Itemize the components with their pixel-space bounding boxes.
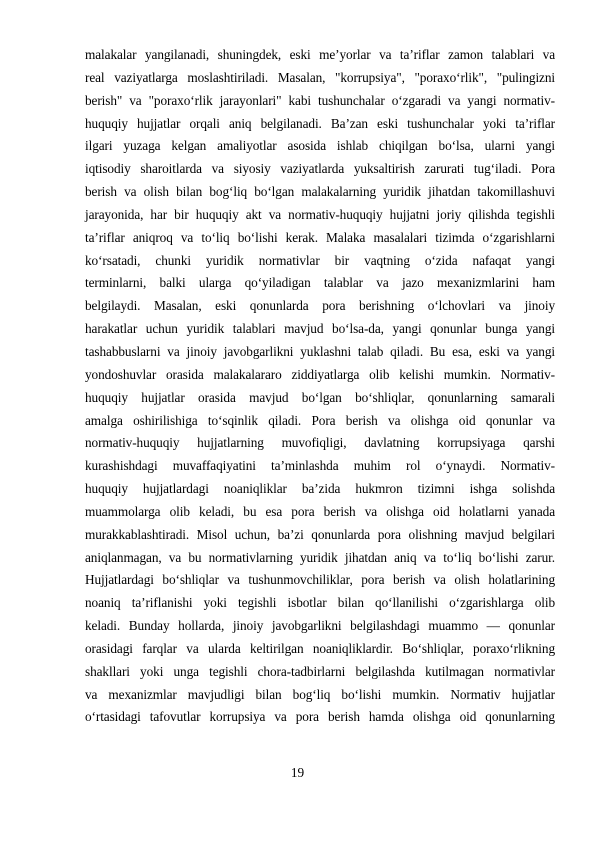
page-number: 19 — [290, 765, 305, 780]
text-line: yondoshuvlar orasida malakalararo ziddiyatlarga olib kelishi mumkin. Normativ- — [85, 366, 555, 382]
text-line: huquqiy hujjatlar orasida mavjud boʻlgan boʻshliqlar, qonunlarning samarali — [85, 389, 555, 405]
text-line: harakatlar uchun yuridik talablari mavjud boʻlsa-da, yangi qonunlar bunga yangi — [85, 321, 555, 337]
text-line: jarayonida, har bir huquqiy akt va normativ-huquqiy hujjatni joriy qilishda tegishli — [85, 206, 555, 222]
text-line: malakalar yangilanadi, shuningdek, eski meʼyorlar va taʼriflar zamon talablari va — [85, 47, 555, 62]
text-line: oʻrtasidagi tafovutlar korrupsiya va pora berish hamda olishga oid qonunlarning — [85, 709, 555, 725]
text-line: noaniq taʼriflanishi yoki tegishli isbotlar bilan qoʻllanilishi oʻzgarishlarga olib — [85, 595, 555, 611]
text-line: Hujjatlardagi boʻshliqlar va tushunmovchiliklar, pora berish va olish holatlarining — [85, 572, 555, 588]
text-line: orasidagi farqlar va ularda keltirilgan noaniqliklardir. Boʻshliqlar, poraxoʻrlikning — [85, 640, 555, 656]
text-line: va mexanizmlar mavjudligi bilan bogʻliq boʻlishi mumkin. Normativ hujjatlar — [85, 686, 555, 702]
text-line: taʼriflar aniqroq va toʻliq boʻlishi kerak. Malaka masalalari tizimda oʻzgarishlarni — [85, 229, 555, 245]
text-line: muammolarga olib keladi, bu esa pora berish va olishga oid holatlarni yanada — [85, 503, 555, 519]
text-line: keladi. Bunday hollarda, jinoiy javobgarlikni belgilashdagi muammo — qonunlar — [85, 618, 555, 634]
text-line: iqtisodiy sharoitlarda va siyosiy vaziyatlarda yuksaltirish zarurati tugʻiladi. Pora — [85, 161, 555, 177]
text-line: real vaziyatlarga moslashtiriladi. Masalan, "korrupsiya", "poraxoʻrlik", "pulingizni — [85, 69, 555, 85]
text-line: berish va olish bilan bogʻliq boʻlgan malakalarning yuridik jihatdan takomillashuvi — [85, 184, 555, 200]
text-line: murakkablashtiradi. Misol uchun, baʼzi qonunlarda pora olishning mavjud belgilari — [85, 526, 555, 542]
text-line: huquqiy hujjatlar orqali aniq belgilanadi. Baʼzan eski tushunchalar yoki taʼriflar — [85, 115, 555, 131]
text-line: tashabbuslarni va jinoiy javobgarlikni yuklashni talab qiladi. Bu esa, eski va yangi — [85, 343, 555, 359]
text-line: amalga oshirilishiga toʻsqinlik qiladi. Pora berish va olishga oid qonunlar va — [85, 412, 555, 428]
text-line: terminlarni, balki ularga qoʻyiladigan talablar va jazo mexanizmlarini ham — [85, 275, 555, 291]
text-line: kurashishdagi muvaffaqiyatini taʼminlashda muhim rol oʻynaydi. Normativ- — [85, 458, 555, 474]
text-line: koʻrsatadi, chunki yuridik normativlar bir vaqtning oʻzida nafaqat yangi — [85, 252, 555, 268]
text-line: normativ-huquqiy hujjatlarning muvofiqligi, davlatning korrupsiyaga qarshi — [85, 435, 555, 451]
text-line: berish" va "poraxoʻrlik jarayonlari" kabi tushunchalar oʻzgaradi va yangi normativ- — [85, 92, 555, 108]
text-line: huquqiy hujjatlardagi noaniqliklar baʼzida hukmron tizimni ishga solishda — [85, 481, 555, 497]
text-line: aniqlanmagan, va bu normativlarning yuridik jihatdan aniq va toʻliq boʻlishi zarur. — [85, 549, 555, 565]
body-text — [85, 44, 555, 729]
text-line: shakllari yoki unga tegishli chora-tadbirlarni belgilashda kutilmagan normativlar — [85, 663, 555, 679]
text-line: belgilaydi. Masalan, eski qonunlarda pora berishning oʻlchovlari va jinoiy — [85, 298, 555, 314]
text-line: ilgari yuzaga kelgan amaliyotlar asosida ishlab chiqilgan boʻlsa, ularni yangi — [85, 138, 555, 154]
